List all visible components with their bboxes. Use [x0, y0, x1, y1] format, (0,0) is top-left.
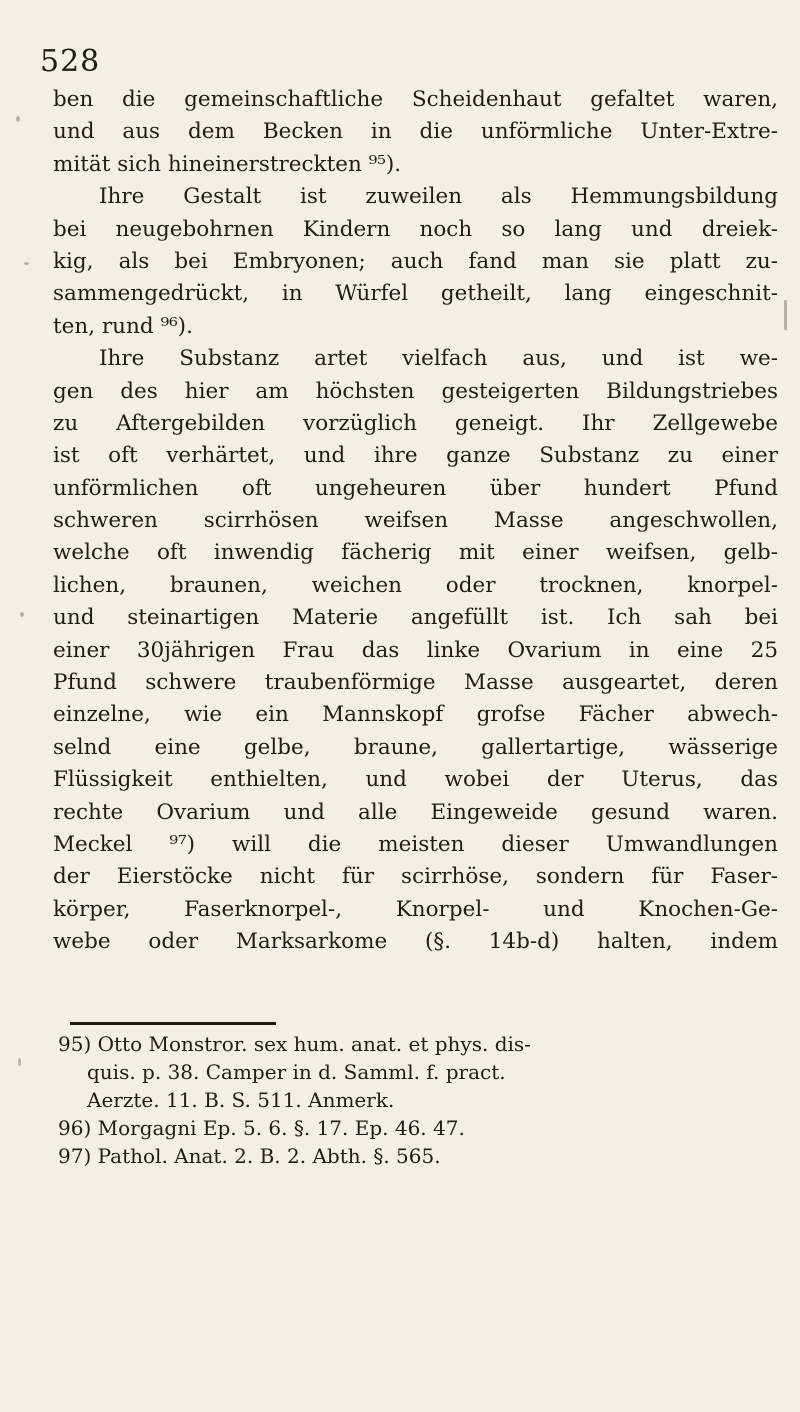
text-line: Pfund schwere traubenförmige Masse ausgeartet, deren	[53, 670, 778, 696]
text-line: körper, Faserknorpel-, Knorpel- und Knochen-Ge-	[53, 896, 778, 922]
text-line: der Eierstöcke nicht für scirrhöse, sondern für Faser-	[53, 864, 778, 890]
print-speck	[784, 300, 787, 330]
text-line: selnd eine gelbe, braune, gallertartige, wässerige	[53, 734, 778, 760]
footnotes	[58, 1030, 738, 1170]
text-line: bei neugebohrnen Kindern noch so lang und dreiek-	[53, 216, 778, 242]
text-line: webe oder Marksarkome (§. 14b-d) halten, indem	[53, 929, 778, 955]
text-line: Flüssigkeit enthielten, und wobei der Uterus, das	[53, 767, 778, 793]
page-number: 528	[40, 44, 101, 79]
footnote-line: 97) Pathol. Anat. 2. B. 2. Abth. §. 565.	[58, 1144, 441, 1168]
print-speck	[16, 116, 20, 122]
footnote-divider	[70, 1022, 276, 1025]
body-text	[53, 84, 778, 959]
text-line: kig, als bei Embryonen; auch fand man sie platt zu-	[53, 248, 778, 274]
footnote-line: 95) Otto Monstror. sex hum. anat. et phys. dis-	[58, 1032, 531, 1056]
print-speck	[20, 612, 24, 617]
text-line: gen des hier am höchsten gesteigerten Bildungstriebes	[53, 378, 778, 404]
text-line: und steinartigen Materie angefüllt ist. Ich sah bei	[53, 605, 778, 631]
footnote-line: Aerzte. 11. B. S. 511. Anmerk.	[87, 1088, 395, 1112]
print-speck	[24, 262, 29, 265]
print-speck	[18, 1058, 21, 1066]
text-line: Meckel ⁹⁷) will die meisten dieser Umwandlungen	[53, 831, 778, 857]
text-line: rechte Ovarium und alle Eingeweide gesund waren.	[53, 799, 778, 825]
text-line: ist oft verhärtet, und ihre ganze Substanz zu einer	[53, 443, 778, 469]
text-line: und aus dem Becken in die unförmliche Unter-Extre-	[53, 119, 778, 145]
text-line: Ihre Substanz artet vielfach aus, und ist we-	[99, 346, 778, 372]
text-line: lichen, braunen, weichen oder trocknen, knorpel-	[53, 572, 778, 598]
footnote-line: 96) Morgagni Ep. 5. 6. §. 17. Ep. 46. 47.	[58, 1116, 465, 1140]
text-line: einzelne, wie ein Mannskopf grofse Fächer abwech-	[53, 702, 778, 728]
text-line: einer 30jährigen Frau das linke Ovarium in eine 25	[53, 637, 778, 663]
footnote-line: quis. p. 38. Camper in d. Samml. f. pract.	[87, 1060, 506, 1084]
text-line: unförmlichen oft ungeheuren über hundert Pfund	[53, 475, 778, 501]
text-line: welche oft inwendig fächerig mit einer weifsen, gelb-	[53, 540, 778, 566]
text-line: ben die gemeinschaftliche Scheidenhaut gefaltet waren,	[53, 87, 778, 112]
text-line: zu Aftergebilden vorzüglich geneigt. Ihr Zellgewebe	[53, 410, 778, 436]
text-line: sammengedrückt, in Würfel getheilt, lang eingeschnit-	[53, 281, 778, 307]
text-line: Ihre Gestalt ist zuweilen als Hemmungsbildung	[99, 184, 778, 210]
text-line: mität sich hineinerstreckten ⁹⁵).	[53, 151, 402, 177]
text-line: schweren scirrhösen weifsen Masse angeschwollen,	[53, 508, 778, 534]
text-line: ten, rund ⁹⁶).	[53, 313, 193, 339]
